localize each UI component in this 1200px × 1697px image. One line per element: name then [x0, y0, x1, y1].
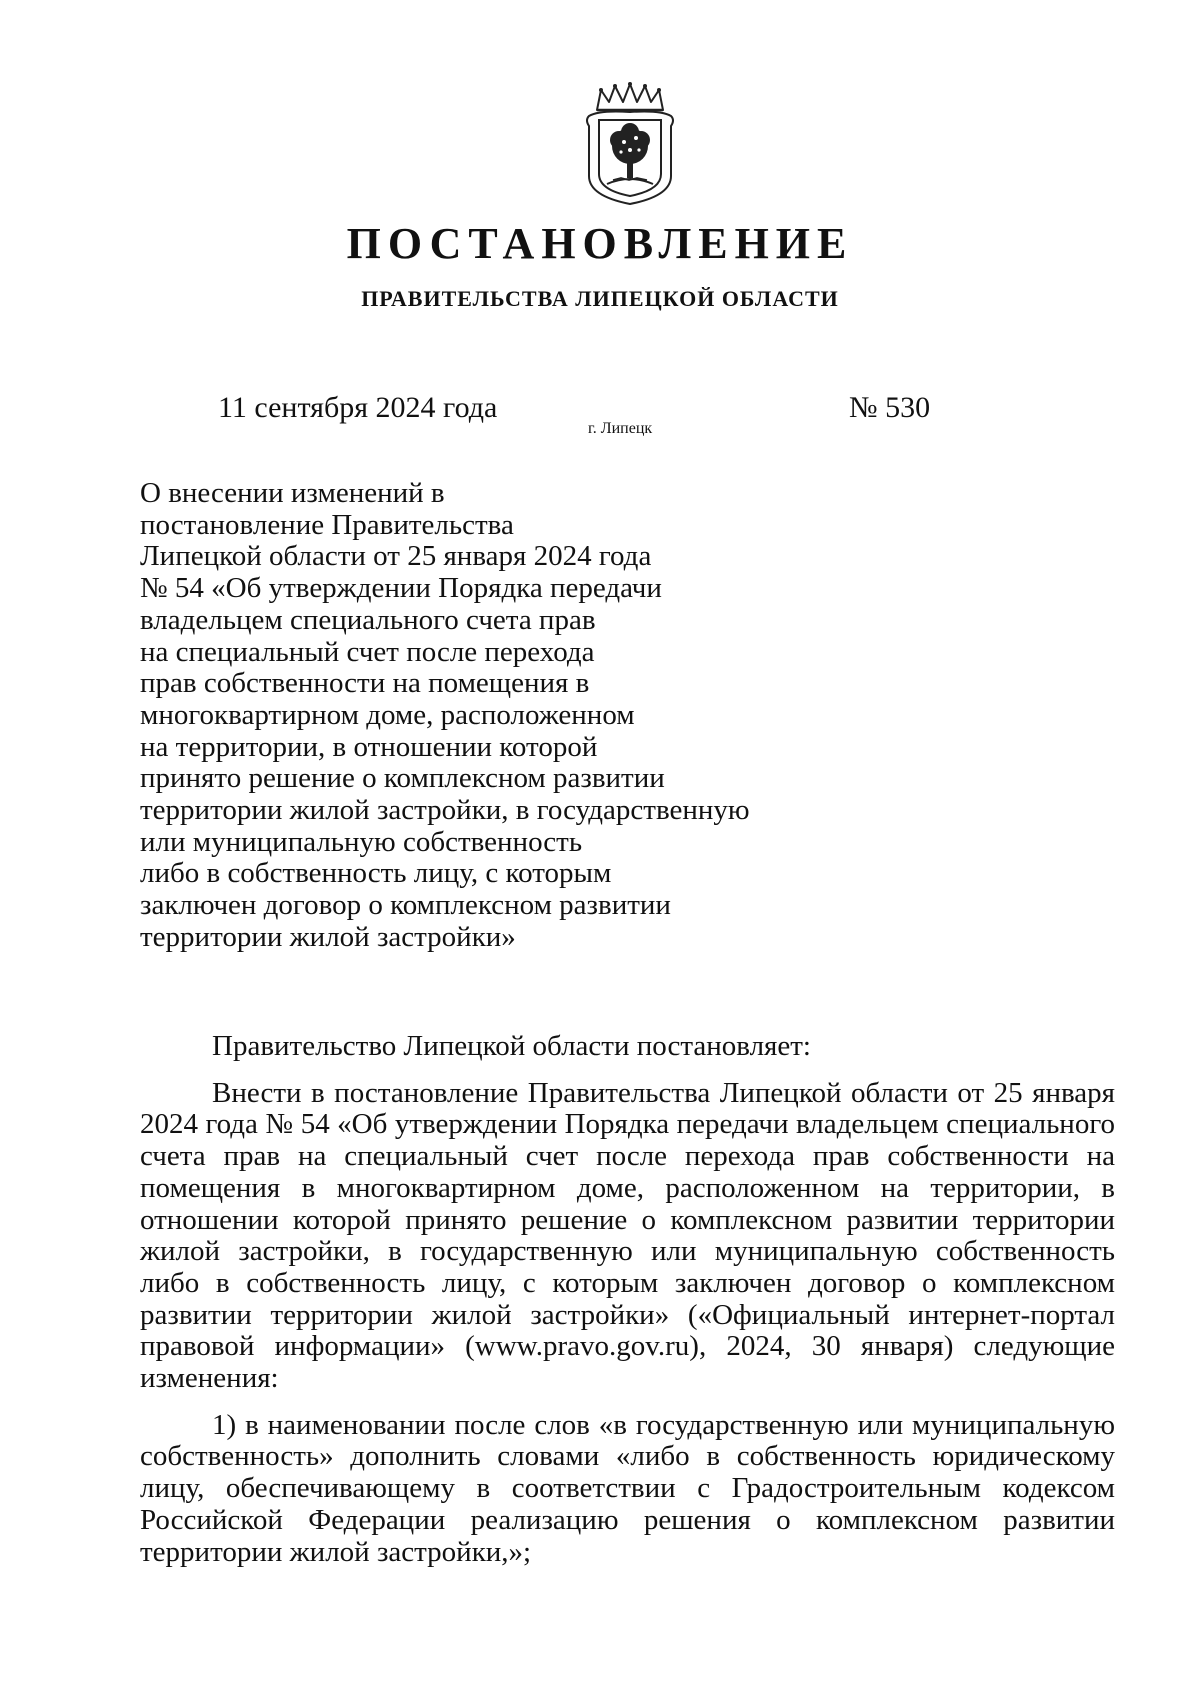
document-place: г. Липецк [588, 420, 653, 437]
subject-line: либо в собственность лицу, с которым [140, 857, 612, 890]
subject-line: многоквартирном доме, расположенном [140, 698, 635, 731]
body-paragraph: 1) в наименовании после слов «в государственную или муниципальную собственность» дополнить словами «либо в собственность юридическому лицу, обеспечивающему в соответствии с Градостроительным кодексом Российской Федерации реализацию решения о комплексном развитии территории жилой застройки,»; [140, 1408, 1115, 1568]
subject-line: на специальный счет после перехода [140, 635, 595, 668]
coat-of-arms-icon [583, 80, 677, 206]
subject-line: прав собственности на помещения в [140, 667, 590, 700]
subject-line: принято решение о комплексном развитии [140, 762, 665, 795]
document-subject [140, 478, 780, 954]
subject-line: на территории, в отношении которой [140, 730, 598, 763]
subject-line: постановление Правительства [140, 508, 514, 541]
document-date: 11 сентября 2024 года [218, 391, 498, 424]
subject-line: территории жилой застройки» [140, 920, 516, 953]
subject-line: владельцем специального счета прав [140, 603, 596, 636]
preamble: Правительство Липецкой области постановляет: [212, 1030, 811, 1062]
body-paragraph: Внести в постановление Правительства Липецкой области от 25 января 2024 года № 54 «Об утверждении Порядка передачи владельцем специального счета прав на специальный счет после перехода прав собственности на помещения в многоквартирном доме, расположенном на территории, в отношении которой принято решение о комплексном развитии территории жилой застройки, в государственную или муниципальную собственность либо в собственность лицу, с которым заключен договор о комплексном развитии территории жилой застройки» («Официальный интернет-портал правовой информации» (www.pravo.gov.ru), 2024, 30 января) следующие изменения: [140, 1076, 1115, 1395]
subject-line: О внесении изменений в [140, 477, 445, 509]
subject-line: Липецкой области от 25 января 2024 года [140, 540, 652, 573]
subject-line: или муниципальную собственность [140, 825, 583, 858]
subject-line: территории жилой застройки, в государственную [140, 794, 750, 827]
document-number: № 530 [849, 391, 931, 424]
subject-line: № 54 «Об утверждении Порядка передачи [140, 572, 662, 605]
subject-line: заключен договор о комплексном развитии [140, 889, 671, 922]
document-body [140, 1031, 1115, 1568]
document-type-title: ПОСТАНОВЛЕНИЕ [346, 219, 854, 268]
issuing-authority: ПРАВИТЕЛЬСТВА ЛИПЕЦКОЙ ОБЛАСТИ [361, 286, 839, 311]
